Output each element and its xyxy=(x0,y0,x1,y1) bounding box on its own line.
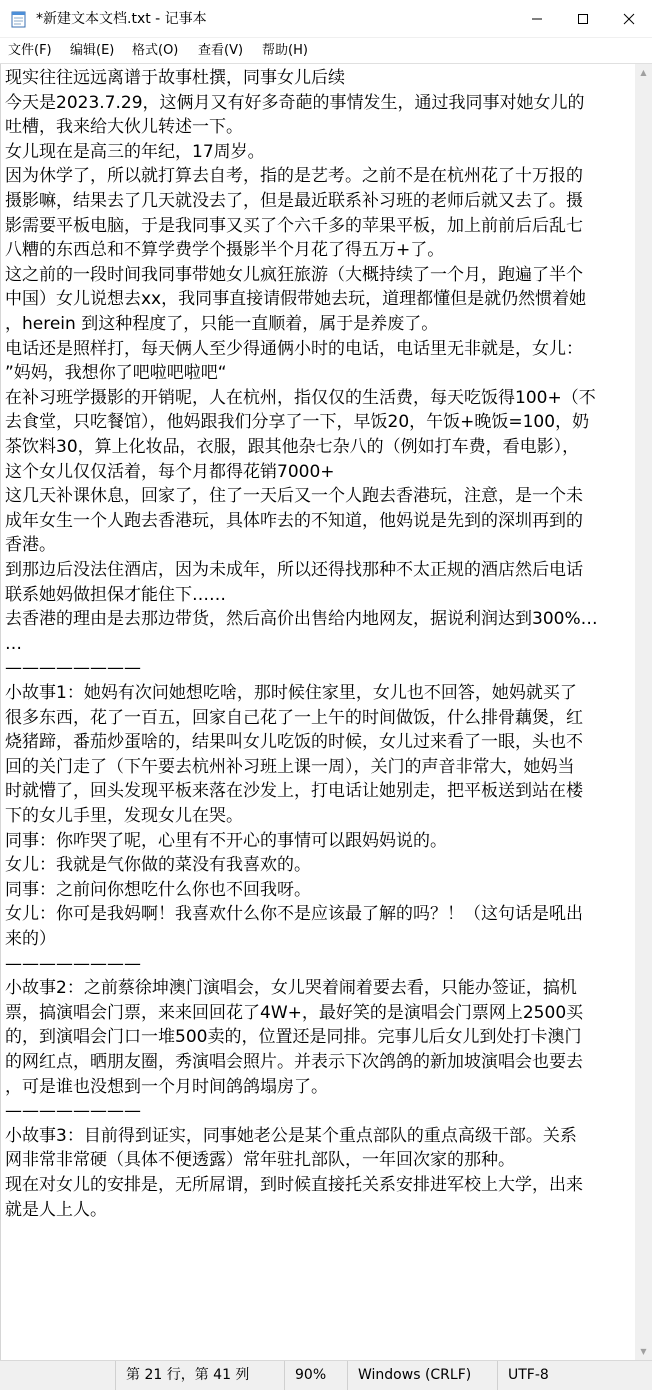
text-line: 的网红点，晒朋友圈，秀演唱会照片。并表示下次鸽鸽的新加坡演唱会也要去 xyxy=(5,1052,583,1072)
encoding: UTF-8 xyxy=(497,1361,652,1390)
text-line: 这之前的一段时间我同事带她女儿疯狂旅游（大概持续了一个月，跑遍了半个 xyxy=(5,264,583,285)
text-line: ，herein 到这种程度了，只能一直顺着，属于是养废了。 xyxy=(5,314,439,334)
text-line: 联系她妈做担保才能住下…… xyxy=(5,584,226,605)
text-line: 很多东西，花了一百五，回家自己花了一上午的时间做饭，什么排骨藕煲，红 xyxy=(5,707,583,728)
text-line: 今天是2023.7.29，这俩月又有好多奇葩的事情发生，通过我同事对她女儿的 xyxy=(5,92,585,113)
text-line: ，可是谁也没想到一个月时间鸽鸽塌房了。 xyxy=(5,1076,328,1097)
text-line: 到那边后没法住酒店，因为未成年，所以还得找那种不太正规的酒店然后电话 xyxy=(5,560,583,580)
menu-file[interactable]: 文件(F) xyxy=(8,43,52,58)
text-line: 来的） xyxy=(5,929,56,949)
window-title: *新建文本文档.txt - 记事本 xyxy=(36,11,207,27)
text-line: … xyxy=(5,633,22,654)
text-line: 小故事3：目前得到证实，同事她老公是某个重点部队的重点高级干部。关系 xyxy=(5,1125,577,1146)
minimize-button[interactable] xyxy=(514,0,560,38)
text-line: 网非常非常硬（具体不便透露）常年驻扎部队，一年回次家的那种。 xyxy=(5,1150,515,1171)
text-line: 女儿现在是高三的年纪，17周岁。 xyxy=(5,141,265,162)
text-line: 女儿：你可是我妈啊！我喜欢什么你不是应该最了解的吗？！（这句话是吼出 xyxy=(5,904,583,925)
text-line: 八糟的东西总和不算学费学个摄影半个月花了得五万+了。 xyxy=(5,240,445,261)
close-button[interactable] xyxy=(606,0,652,38)
menu-help[interactable]: 帮助(H) xyxy=(262,43,308,58)
text-line: 这个女儿仅仅活着，每个月都得花销7000+ xyxy=(5,461,335,482)
text-line: 时就懵了，回头发现平板来落在沙发上，打电话让她别走，把平板送到站在楼 xyxy=(5,781,583,802)
menu-format[interactable]: 格式(O) xyxy=(132,43,179,58)
text-line: ———————— xyxy=(5,658,141,679)
text-line: 就是人上人。 xyxy=(5,1199,107,1220)
status-bar xyxy=(0,1360,652,1390)
text-line: ———————— xyxy=(5,1101,141,1122)
text-line: 这几天补课休息，回家了，住了一天后又一个人跑去香港玩，注意，是一个未 xyxy=(5,486,583,507)
notepad-icon xyxy=(10,10,28,28)
maximize-button[interactable] xyxy=(560,0,606,38)
text-line: 同事：之前问你想吃什么你也不回我呀。 xyxy=(5,879,311,900)
text-line: 摄影嘛，结果去了几天就没去了，但是最近联系补习班的老师后就又去了。摄 xyxy=(5,191,583,211)
maximize-icon xyxy=(577,13,589,25)
text-line: 小故事2：之前蔡徐坤澳门演唱会，女儿哭着闹着要去看，只能办签证，搞机 xyxy=(5,978,577,999)
text-line: 票，搞演唱会门票，来来回回花了4W+，最好笑的是演唱会门票网上2500买 xyxy=(5,1002,584,1023)
text-line: 现在对女儿的安排是，无所屌谓，到时候直接托关系安排进军校上大学，出来 xyxy=(5,1175,583,1195)
minimize-icon xyxy=(531,13,543,25)
text-line: ———————— xyxy=(5,953,141,974)
text-line: 下的女儿手里，发现女儿在哭。 xyxy=(5,806,243,826)
text-line: 因为休学了，所以就打算去自考，指的是艺考。之前不是在杭州花了十万报的 xyxy=(5,166,583,187)
cursor-position: 第 21 行，第 41 列 xyxy=(115,1361,284,1390)
close-icon xyxy=(623,13,635,25)
text-line: 小故事1：她妈有次问她想吃啥，那时候住家里，女儿也不回答，她妈就买了 xyxy=(5,683,577,703)
menu-view[interactable]: 查看(V) xyxy=(198,43,244,58)
scroll-up-icon[interactable]: ▲ xyxy=(640,68,647,77)
text-line: 电话还是照样打，每天俩人至少得通俩小时的电话，电话里无非就是，女儿： xyxy=(5,338,583,359)
text-line: 成年女生一个人跑去香港玩，具体咋去的不知道，他妈说是先到的深圳再到的 xyxy=(5,510,583,531)
menu-bar xyxy=(0,38,652,64)
text-line: 香港。 xyxy=(5,535,56,556)
text-line: 中国）女儿说想去xx，我同事直接请假带她去玩，道理都懂但是就仍然惯着她 xyxy=(5,289,587,310)
text-line: 烧猪蹄，番茄炒蛋啥的，结果叫女儿吃饭的时候，女儿过来看了一眼，头也不 xyxy=(5,732,583,753)
text-line: 女儿：我就是气你做的菜没有我喜欢的。 xyxy=(5,855,311,876)
text-line: 同事：你咋哭了呢，心里有不开心的事情可以跟妈妈说的。 xyxy=(5,830,447,851)
text-editor[interactable] xyxy=(0,64,635,1360)
text-line: 去香港的理由是去那边带货，然后高价出售给内地网友，据说利润达到300%… xyxy=(5,609,598,630)
text-line: 在补习班学摄影的开销呢，人在杭州，指仅仅的生活费，每天吃饭得100+（不 xyxy=(5,387,596,408)
line-ending: Windows (CRLF) xyxy=(347,1361,497,1390)
text-line: 回的关门走了（下午要去杭州补习班上课一周），关门的声音非常大，她妈当 xyxy=(5,756,575,777)
menu-edit[interactable]: 编辑(E) xyxy=(70,43,115,58)
text-line: 去食堂，只吃餐馆），他妈跟我们分享了一下，早饭20，午饭+晚饭=100，奶 xyxy=(5,412,590,433)
text-line: ”妈妈，我想你了吧啦吧啦吧“ xyxy=(5,363,227,384)
text-line: 现实往往远远离谱于故事杜撰，同事女儿后续 xyxy=(5,68,345,88)
text-line: 吐槽，我来给大伙儿转述一下。 xyxy=(5,117,243,138)
scroll-down-icon[interactable]: ▼ xyxy=(640,1347,647,1356)
vertical-scrollbar[interactable] xyxy=(635,64,652,1360)
zoom-level: 90% xyxy=(284,1361,347,1390)
text-line: 茶饮料30，算上化妆品，衣服，跟其他杂七杂八的（例如打车费，看电影）， xyxy=(5,437,580,457)
title-bar xyxy=(0,0,652,38)
text-line: 的，到演唱会门口一堆500卖的，位置还是同排。完事儿后女儿到处打卡澳门 xyxy=(5,1027,582,1048)
text-line: 影需要平板电脑，于是我同事又买了个六千多的苹果平板，加上前前后后乱七 xyxy=(5,215,583,236)
